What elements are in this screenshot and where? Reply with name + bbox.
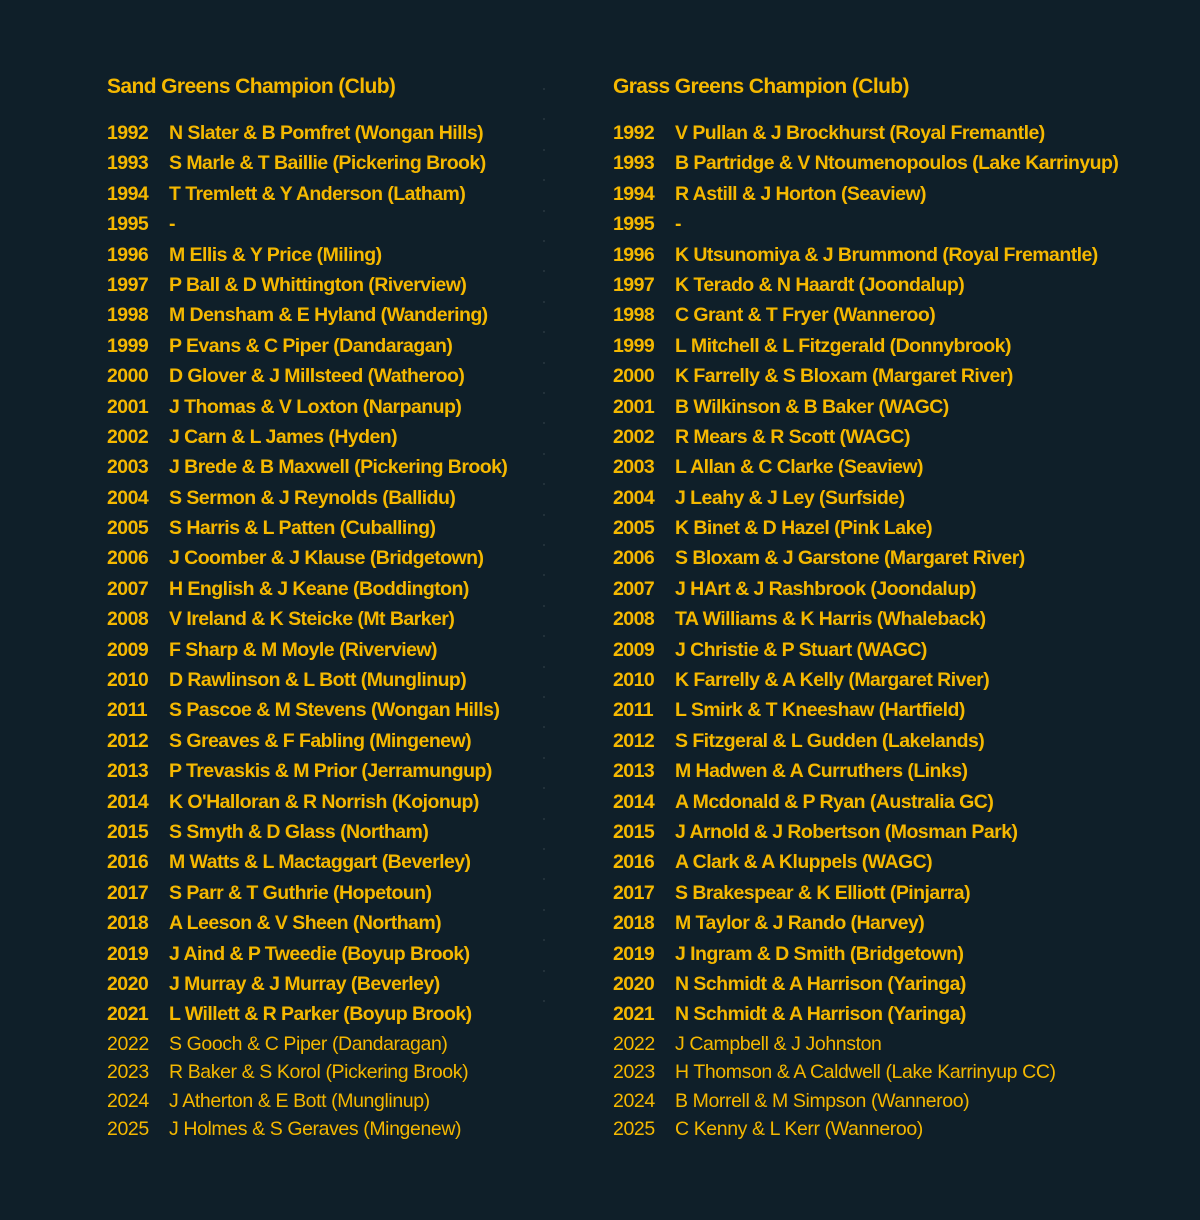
list-item — [107, 240, 547, 270]
sand-greens-column — [107, 72, 547, 1144]
champion-names: M Watts & L Mactaggart (Beverley) — [169, 851, 471, 874]
champion-names: B Wilkinson & B Baker (WAGC) — [675, 395, 949, 418]
year-label: 2011 — [107, 699, 148, 722]
year-label: 1996 — [107, 243, 149, 266]
year-label: 2016 — [107, 851, 149, 874]
champion-names: P Ball & D Whittington (Riverview) — [169, 273, 467, 296]
list-item — [613, 118, 1173, 148]
list-item — [107, 392, 547, 422]
champion-names: TA Williams & K Harris (Whaleback) — [675, 608, 986, 631]
champion-names: J Murray & J Murray (Beverley) — [169, 972, 440, 995]
list-item — [613, 695, 1173, 725]
list-item — [107, 270, 547, 300]
list-item — [107, 726, 547, 756]
separator-dot — [543, 422, 545, 424]
separator-dot — [543, 179, 545, 181]
list-item — [613, 300, 1173, 330]
separator-dot — [543, 605, 545, 607]
champion-names: L Allan & C Clarke (Seaview) — [675, 456, 923, 479]
year-label: 2012 — [613, 729, 655, 752]
year-label: 2017 — [107, 881, 149, 904]
year-label: 2024 — [107, 1089, 149, 1112]
year-label: 2000 — [107, 365, 149, 388]
champion-names: F Sharp & M Moyle (Riverview) — [169, 638, 437, 661]
list-item — [107, 422, 547, 452]
year-label: 2002 — [107, 425, 149, 448]
separator-dot — [543, 635, 545, 637]
list-item — [107, 817, 547, 847]
champion-names: R Mears & R Scott (WAGC) — [675, 425, 910, 448]
champion-names: J Arnold & J Robertson (Mosman Park) — [675, 820, 1018, 843]
list-item — [613, 665, 1173, 695]
champion-names: L Mitchell & L Fitzgerald (Donnybrook) — [675, 334, 1011, 357]
list-item — [613, 939, 1173, 969]
year-label: 1999 — [613, 334, 655, 357]
year-label: 2011 — [613, 699, 654, 722]
champion-names: V Pullan & J Brockhurst (Royal Fremantle) — [675, 122, 1045, 144]
champion-names: J Carn & L James (Hyden) — [169, 425, 398, 448]
list-item — [613, 452, 1173, 482]
year-label: 2020 — [613, 972, 655, 995]
year-label: 2018 — [107, 912, 149, 935]
champion-names: M Hadwen & A Curruthers (Links) — [675, 760, 968, 783]
separator-dot — [543, 909, 545, 911]
separator-dot — [543, 544, 545, 546]
year-label: 2008 — [613, 608, 655, 631]
list-item — [613, 787, 1173, 817]
list-item — [613, 361, 1173, 391]
sand-greens-list — [107, 118, 547, 1144]
champion-names: T Tremlett & Y Anderson (Latham) — [169, 182, 466, 205]
year-label: 2015 — [107, 820, 149, 843]
separator-dot — [543, 757, 545, 759]
separator-dot — [543, 210, 545, 212]
champion-names: N Schmidt & A Harrison (Yaringa) — [675, 1003, 966, 1026]
champion-names: J Leahy & J Ley (Surfside) — [675, 486, 905, 509]
separator-dot — [543, 818, 545, 820]
champion-names: J HArt & J Rashbrook (Joondalup) — [675, 577, 976, 600]
champion-names: S Brakespear & K Elliott (Pinjarra) — [675, 881, 971, 904]
separator-dot — [543, 453, 545, 455]
list-item — [107, 695, 547, 725]
year-label: 2006 — [107, 547, 149, 570]
list-item — [613, 756, 1173, 786]
champion-names: J Aind & P Tweedie (Boyup Brook) — [169, 942, 470, 965]
year-label: 2009 — [107, 638, 149, 661]
champion-names: S Greaves & F Fabling (Mingenew) — [169, 729, 472, 752]
list-item — [107, 300, 547, 330]
year-label: 2003 — [613, 456, 655, 479]
year-label: 1992 — [107, 122, 149, 144]
list-item — [107, 1058, 547, 1087]
champion-names: M Taylor & J Rando (Harvey) — [675, 912, 925, 935]
year-label: 1998 — [107, 304, 149, 327]
list-item — [613, 392, 1173, 422]
year-label: 2005 — [613, 517, 655, 540]
year-label: 2013 — [613, 760, 655, 783]
year-label: 2007 — [107, 577, 149, 600]
champion-names: D Glover & J Millsteed (Watheroo) — [169, 365, 465, 388]
champion-names: S Bloxam & J Garstone (Margaret River) — [675, 547, 1025, 570]
list-item — [107, 361, 547, 391]
year-label: 2023 — [613, 1061, 655, 1084]
champion-names: L Willett & R Parker (Boyup Brook) — [169, 1003, 472, 1026]
champion-names: K Terado & N Haardt (Joondalup) — [675, 273, 965, 296]
champion-names: B Morrell & M Simpson (Wanneroo) — [675, 1089, 970, 1112]
list-item — [107, 1087, 547, 1116]
champion-names: L Smirk & T Kneeshaw (Hartfield) — [675, 699, 965, 722]
champion-names: S Smyth & D Glass (Northam) — [169, 820, 429, 843]
year-label: 2007 — [613, 577, 655, 600]
separator-dot — [543, 1000, 545, 1002]
list-item — [613, 179, 1173, 209]
year-label: 2012 — [107, 729, 149, 752]
year-label: 1994 — [107, 182, 149, 205]
year-label: 2021 — [107, 1003, 149, 1026]
list-item — [613, 1087, 1173, 1116]
year-label: 2000 — [613, 365, 655, 388]
list-item — [107, 513, 547, 543]
champion-names: R Astill & J Horton (Seaview) — [675, 182, 926, 205]
champion-names: K Farrelly & S Bloxam (Margaret River) — [675, 365, 1013, 388]
separator-dot — [543, 149, 545, 151]
champion-names: S Parr & T Guthrie (Hopetoun) — [169, 881, 432, 904]
year-label: 1995 — [613, 213, 655, 236]
year-label: 1998 — [613, 304, 655, 327]
list-item — [107, 118, 547, 148]
list-item — [613, 969, 1173, 999]
year-label: 2008 — [107, 608, 149, 631]
champion-names: N Schmidt & A Harrison (Yaringa) — [675, 972, 966, 995]
list-item — [107, 756, 547, 786]
list-item — [107, 1115, 547, 1144]
year-label: 2022 — [107, 1032, 149, 1055]
list-item — [613, 574, 1173, 604]
champion-names: C Kenny & L Kerr (Wanneroo) — [675, 1118, 923, 1141]
year-label: 2015 — [613, 820, 655, 843]
year-label: 2001 — [613, 395, 655, 418]
year-label: 1993 — [613, 152, 655, 175]
separator-dot — [543, 848, 545, 850]
list-item — [107, 483, 547, 513]
separator-dot — [543, 514, 545, 516]
champion-names: - — [675, 213, 681, 236]
list-item — [107, 908, 547, 938]
year-label: 1996 — [613, 243, 655, 266]
year-label: 2003 — [107, 456, 149, 479]
separator-dot — [543, 88, 545, 90]
separator-dot — [543, 878, 545, 880]
list-item — [107, 665, 547, 695]
year-label: 2014 — [613, 790, 655, 813]
separator-dot — [543, 118, 545, 120]
list-item — [613, 1115, 1173, 1144]
separator-dot — [543, 331, 545, 333]
list-item — [613, 847, 1173, 877]
year-label: 2010 — [613, 669, 655, 692]
sand-greens-title: Sand Greens Champion (Club) — [107, 75, 396, 98]
list-item — [613, 1058, 1173, 1087]
year-label: 1997 — [107, 273, 149, 296]
separator-dot — [543, 392, 545, 394]
list-item — [107, 787, 547, 817]
year-label: 2023 — [107, 1061, 149, 1084]
champion-names: J Christie & P Stuart (WAGC) — [675, 638, 927, 661]
year-label: 2001 — [107, 395, 149, 418]
champion-names: P Trevaskis & M Prior (Jerramungup) — [169, 760, 492, 783]
champion-names: - — [169, 213, 175, 236]
year-label: 2020 — [107, 972, 149, 995]
champion-names: J Brede & B Maxwell (Pickering Brook) — [169, 456, 508, 479]
grass-greens-title: Grass Greens Champion (Club) — [613, 75, 909, 98]
champion-names: S Pascoe & M Stevens (Wongan Hills) — [169, 699, 500, 722]
separator-dot — [543, 696, 545, 698]
year-label: 2025 — [107, 1118, 149, 1141]
champion-names: D Rawlinson & L Bott (Munglinup) — [169, 669, 467, 692]
separator-dot — [543, 362, 545, 364]
list-item — [613, 270, 1173, 300]
year-label: 1993 — [107, 152, 149, 175]
list-item — [613, 878, 1173, 908]
champion-names: S Marle & T Baillie (Pickering Brook) — [169, 152, 486, 175]
year-label: 2018 — [613, 912, 655, 935]
list-item — [107, 179, 547, 209]
year-label: 2019 — [613, 942, 655, 965]
year-label: 2016 — [613, 851, 655, 874]
separator-dot — [543, 270, 545, 272]
list-item — [613, 604, 1173, 634]
champion-names: S Harris & L Patten (Cuballing) — [169, 517, 436, 540]
list-item — [613, 513, 1173, 543]
champion-names: K Utsunomiya & J Brummond (Royal Fremantle) — [675, 243, 1098, 266]
champion-names: J Thomas & V Loxton (Narpanup) — [169, 395, 462, 418]
separator-dot — [543, 939, 545, 941]
champion-names: J Atherton & E Bott (Munglinup) — [169, 1089, 430, 1112]
champion-names: J Campbell & J Johnston — [675, 1032, 882, 1055]
list-item — [613, 999, 1173, 1029]
year-label: 2017 — [613, 881, 655, 904]
champion-names: C Grant & T Fryer (Wanneroo) — [675, 304, 936, 327]
year-label: 1997 — [613, 273, 655, 296]
separator-dot — [543, 666, 545, 668]
list-item — [613, 543, 1173, 573]
list-item — [107, 969, 547, 999]
year-label: 2019 — [107, 942, 149, 965]
champion-names: S Gooch & C Piper (Dandaragan) — [169, 1032, 448, 1055]
champion-names: A Clark & A Kluppels (WAGC) — [675, 851, 933, 874]
champion-names: J Holmes & S Geraves (Mingenew) — [169, 1118, 462, 1141]
champion-names: K Binet & D Hazel (Pink Lake) — [675, 517, 933, 540]
list-item — [613, 1030, 1173, 1059]
list-item — [107, 939, 547, 969]
year-label: 2022 — [613, 1032, 655, 1055]
year-label: 2006 — [613, 547, 655, 570]
separator-dot — [543, 970, 545, 972]
list-item — [107, 331, 547, 361]
year-label: 2010 — [107, 669, 149, 692]
separator-dot — [543, 574, 545, 576]
list-item — [107, 604, 547, 634]
year-label: 1995 — [107, 213, 149, 236]
list-item — [613, 422, 1173, 452]
champion-names: V Ireland & K Steicke (Mt Barker) — [169, 608, 455, 631]
year-label: 1994 — [613, 182, 655, 205]
separator-dot — [543, 301, 545, 303]
list-item — [107, 999, 547, 1029]
separator-dot — [543, 726, 545, 728]
champion-names: K Farrelly & A Kelly (Margaret River) — [675, 669, 990, 692]
champion-names: S Sermon & J Reynolds (Ballidu) — [169, 486, 456, 509]
year-label: 2005 — [107, 517, 149, 540]
champion-names: R Baker & S Korol (Pickering Brook) — [169, 1061, 469, 1084]
champion-names: H English & J Keane (Boddington) — [169, 577, 469, 600]
list-item — [613, 817, 1173, 847]
list-item — [613, 908, 1173, 938]
year-label: 2009 — [613, 638, 655, 661]
list-item — [613, 483, 1173, 513]
year-label: 2002 — [613, 425, 655, 448]
list-item — [107, 878, 547, 908]
list-item — [613, 209, 1173, 239]
separator-dot — [543, 787, 545, 789]
champion-names: H Thomson & A Caldwell (Lake Karrinyup CC) — [675, 1061, 1056, 1084]
list-item — [613, 635, 1173, 665]
champion-names: M Ellis & Y Price (Miling) — [169, 243, 382, 266]
list-item — [107, 543, 547, 573]
list-item — [107, 209, 547, 239]
year-label: 1999 — [107, 334, 149, 357]
list-item — [613, 240, 1173, 270]
champion-names: P Evans & C Piper (Dandaragan) — [169, 334, 453, 357]
champion-names: S Fitzgeral & L Gudden (Lakelands) — [675, 729, 985, 752]
list-item — [107, 574, 547, 604]
champion-names: K O'Halloran & R Norrish (Kojonup) — [169, 790, 479, 813]
champion-names: J Ingram & D Smith (Bridgetown) — [675, 942, 964, 965]
champion-names: J Coomber & J Klause (Bridgetown) — [169, 547, 484, 570]
list-item — [107, 847, 547, 877]
champion-names: A Mcdonald & P Ryan (Australia GC) — [675, 790, 994, 813]
list-item — [107, 148, 547, 178]
list-item — [107, 452, 547, 482]
list-item — [107, 1030, 547, 1059]
champion-names: B Partridge & V Ntoumenopoulos (Lake Karrinyup) — [675, 152, 1119, 175]
list-item — [613, 726, 1173, 756]
year-label: 2004 — [107, 486, 149, 509]
year-label: 2014 — [107, 790, 149, 813]
grass-greens-column — [613, 72, 1173, 1144]
list-item — [613, 331, 1173, 361]
champion-names: M Densham & E Hyland (Wandering) — [169, 304, 488, 327]
year-label: 2021 — [613, 1003, 655, 1026]
year-label: 2013 — [107, 760, 149, 783]
list-item — [107, 635, 547, 665]
champion-names: A Leeson & V Sheen (Northam) — [169, 912, 442, 935]
champion-names: N Slater & B Pomfret (Wongan Hills) — [169, 122, 484, 144]
year-label: 2024 — [613, 1089, 655, 1112]
list-item — [613, 148, 1173, 178]
grass-greens-list — [613, 118, 1173, 1144]
year-label: 1992 — [613, 122, 655, 144]
year-label: 2004 — [613, 486, 655, 509]
year-label: 2025 — [613, 1118, 655, 1141]
separator-dot — [543, 483, 545, 485]
separator-dot — [543, 240, 545, 242]
